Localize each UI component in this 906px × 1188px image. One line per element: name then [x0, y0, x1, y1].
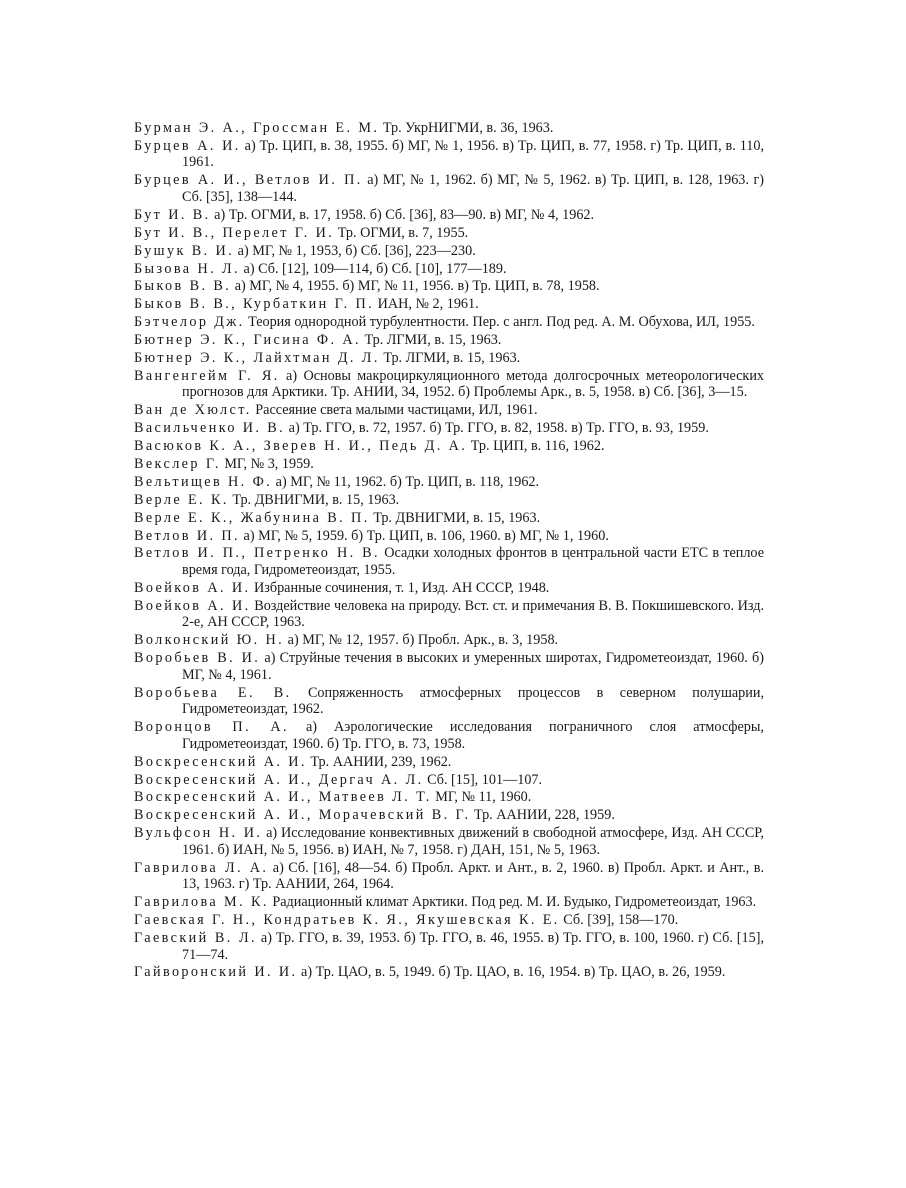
reference-text: Тр. ЛГМИ, в. 15, 1963.: [360, 332, 502, 349]
reference-entry: [134, 402, 764, 419]
reference-entry: [134, 120, 764, 137]
reference-author: Бютнер Э. К., Гисина Ф. А.: [134, 332, 361, 349]
reference-entry: [134, 350, 764, 367]
reference-text: а) Сб. [12], 109—114, б) Сб. [10], 177—189.: [239, 260, 507, 277]
reference-text: а) Тр. ГГО, в. 72, 1957. б) Тр. ГГО, в. 82, 1958. в) Тр. ГГО, в. 93, 1959.: [285, 420, 709, 437]
reference-author: Гаврилова Л. А.: [134, 859, 269, 876]
reference-author: Гайворонский И. И.: [134, 964, 298, 981]
reference-text: Тр. ДВНИГМИ, в. 15, 1963.: [369, 509, 541, 526]
reference-author: Васильченко И. В.: [134, 420, 286, 437]
reference-entry: [134, 719, 764, 752]
reference-entry: [134, 807, 764, 824]
reference-author: Воробьева Е. В.: [134, 684, 292, 701]
reference-entry: [134, 456, 764, 473]
reference-text: Сб. [15], 101—107.: [423, 771, 543, 788]
reference-text: Тр. ААНИИ, 228, 1959.: [470, 807, 615, 824]
reference-author: Бурцев А. И., Ветлов И. П.: [134, 172, 363, 189]
reference-entry: [134, 685, 764, 718]
reference-text: Тр. УкрНИГМИ, в. 36, 1963.: [379, 120, 554, 136]
reference-entry: [134, 438, 764, 455]
reference-entry: [134, 474, 764, 491]
reference-entry: [134, 772, 764, 789]
reference-entry: [134, 912, 764, 929]
reference-text: а) МГ, № 12, 1957. б) Пробл. Арк., в. 3, 1958.: [284, 632, 559, 649]
reference-author: Ветлов И. П.: [134, 527, 240, 544]
reference-entry: [134, 261, 764, 278]
reference-author: Гаврилова М. К.: [134, 894, 269, 911]
reference-author: Бурцев А. И.: [134, 137, 241, 154]
reference-text: Избранные сочинения, т. 1, Изд. АН СССР, 1948.: [250, 579, 550, 596]
reference-text: Тр. ДВНИГМИ, в. 15, 1963.: [228, 491, 400, 508]
reference-text: а) Аэрологические исследования пограничного слоя атмосферы, Гидрометеоиздат, 1960. б) Тр. ГГО, в. 73, 1958.: [182, 719, 764, 752]
reference-text: а) Тр. ГГО, в. 39, 1953. б) Тр. ГГО, в. 46, 1955. в) Тр. ГГО, в. 100, 1960. г) Сб. [15], 71—74.: [182, 930, 764, 963]
reference-author: Воскресенский А. И., Матвеев Л. Т.: [134, 789, 432, 806]
reference-text: а) МГ, № 11, 1962. б) Тр. ЦИП, в. 118, 1962.: [272, 473, 540, 490]
reference-text: а) Исследование конвективных движений в свободной атмосфере, Изд. АН СССР, 1961. б) ИАН, № 5, 1956. в) ИАН, № 7, 1958. г) ДАН, 151, № 5, 1963.: [182, 825, 764, 858]
reference-entry: [134, 860, 764, 893]
reference-entry: [134, 314, 764, 331]
reference-author: Воскресенский А. И.: [134, 753, 307, 770]
reference-entry: [134, 172, 764, 205]
reference-text: а) Струйные течения в высоких и умеренных широтах, Гидрометеоиздат, 1960. б) МГ, № 4, 1961.: [182, 650, 764, 683]
reference-entry: [134, 632, 764, 649]
reference-author: Бэтчелор Дж.: [134, 314, 245, 331]
reference-text: Сопряженность атмосферных процессов в северном полушарии, Гидрометеоиздат, 1962.: [182, 684, 764, 718]
reference-author: Воробьев В. И.: [134, 650, 261, 667]
reference-author: Вельтищев Н. Ф.: [134, 473, 273, 490]
reference-text: Радиационный климат Арктики. Под ред. М. И. Будыко, Гидрометеоиздат, 1963.: [268, 894, 757, 911]
reference-text: а) Тр. ОГМИ, в. 17, 1958. б) Сб. [36], 83—90. в) МГ, № 4, 1962.: [210, 206, 595, 223]
reference-text: а) МГ, № 1, 1953, б) Сб. [36], 223—230.: [234, 242, 476, 259]
reference-entry: [134, 754, 764, 771]
reference-author: Бызова Н. Л.: [134, 260, 240, 277]
reference-text: ИАН, № 2, 1961.: [374, 296, 479, 313]
reference-entry: [134, 650, 764, 683]
reference-author: Быков В. В.: [134, 278, 232, 295]
reference-entry: [134, 894, 764, 911]
reference-author: Бут И. В.: [134, 206, 211, 223]
reference-text: Тр. ОГМИ, в. 7, 1955.: [334, 224, 469, 241]
reference-text: Рассеяние света малыми частицами, ИЛ, 1961.: [251, 402, 538, 419]
reference-text: а) Тр. ЦАО, в. 5, 1949. б) Тр. ЦАО, в. 16, 1954. в) Тр. ЦАО, в. 26, 1959.: [297, 964, 726, 981]
reference-text: а) МГ, № 4, 1955. б) МГ, № 11, 1956. в) Тр. ЦИП, в. 78, 1958.: [231, 278, 600, 295]
reference-entry: [134, 545, 764, 578]
reference-author: Воскресенский А. И., Морачевский В. Г.: [134, 807, 471, 824]
reference-text: Воздействие человека на природу. Вст. ст. и примечания В. В. Покшишевского. Изд. 2-е, АН СССР, 1963.: [182, 597, 764, 631]
reference-entry: [134, 420, 764, 437]
reference-author: Верле Е. К.: [134, 491, 229, 508]
reference-author: Верле Е. К., Жабунина В. П.: [134, 509, 370, 526]
reference-entry: [134, 332, 764, 349]
reference-author: Бютнер Э. К., Лайхтман Д. Л.: [134, 349, 380, 366]
reference-author: Воронцов П. А.: [134, 719, 289, 736]
reference-author: Гаевская Г. Н., Кондратьев К. Я., Якушевская К. Е.: [134, 912, 560, 929]
reference-author: Гаевский В. Л.: [134, 930, 258, 946]
reference-author: Быков В. В., Курбаткин Г. П.: [134, 296, 375, 313]
reference-text: Тр. ЛГМИ, в. 15, 1963.: [379, 349, 521, 366]
reference-entry: [134, 296, 764, 313]
reference-entry: [134, 964, 764, 981]
reference-text: а) МГ, № 1, 1962. б) МГ, № 5, 1962. в) Тр. ЦИП, в. 128, 1963. г) Сб. [35], 138—144.: [182, 172, 764, 205]
reference-entry: [134, 825, 764, 858]
reference-text: Теория однородной турбулентности. Пер. с англ. Под ред. А. М. Обухова, ИЛ, 1955.: [244, 314, 755, 331]
reference-text: а) Основы макроциркуляционного метода долгосрочных метеорологических прогнозов для Арктики. Тр. АНИИ, 34, 1952. б) Проблемы Арк., в. 5, 1958. в) Сб. [36], 3—15.: [182, 367, 765, 401]
reference-author: Вангенгейм Г. Я.: [134, 367, 280, 384]
reference-entry: [134, 789, 764, 806]
reference-author: Волконский Ю. Н.: [134, 632, 285, 649]
reference-text: МГ, № 11, 1960.: [431, 789, 532, 806]
reference-author: Воскресенский А. И., Дергач А. Л.: [134, 771, 424, 788]
reference-entry: [134, 580, 764, 597]
reference-author: Вульфсон Н. И.: [134, 825, 263, 842]
reference-entry: [134, 138, 764, 171]
reference-text: а) Сб. [16], 48—54. б) Пробл. Аркт. и Ант., в. 2, 1960. в) Пробл. Аркт. и Ант., в. 13, 1963. г) Тр. ААНИИ, 264, 1964.: [182, 859, 764, 893]
reference-entry: [134, 598, 764, 631]
reference-text: МГ, № 3, 1959.: [220, 456, 314, 473]
reference-author: Векслер Г.: [134, 456, 221, 473]
reference-text: Осадки холодных фронтов в центральной части ЕТС в теплое время года, Гидрометеоиздат, 1955.: [182, 545, 764, 579]
reference-text: Сб. [39], 158—170.: [559, 912, 679, 929]
reference-author: Бушук В. И.: [134, 242, 235, 259]
reference-text: Тр. ААНИИ, 239, 1962.: [306, 753, 452, 770]
reference-entry: [134, 225, 764, 242]
reference-entry: [134, 510, 764, 527]
reference-text: а) Тр. ЦИП, в. 38, 1955. б) МГ, № 1, 1956. в) Тр. ЦИП, в. 77, 1958. г) Тр. ЦИП, в. 110, 1961.: [182, 137, 764, 171]
reference-author: Бут И. В., Перелет Г. И.: [134, 224, 335, 241]
reference-author: Воейков А. И.: [134, 597, 251, 614]
reference-author: Васюков К. А., Зверев Н. И., Педь Д. А.: [134, 438, 468, 455]
reference-entry: [134, 930, 764, 963]
reference-author: Воейков А. И.: [134, 579, 251, 596]
reference-text: а) МГ, № 5, 1959. б) Тр. ЦИП, в. 106, 1960. в) МГ, № 1, 1960.: [239, 527, 609, 544]
reference-entry: [134, 243, 764, 260]
reference-list: [134, 120, 764, 982]
reference-author: Ван де Хюлст.: [134, 402, 252, 419]
reference-entry: [134, 278, 764, 295]
reference-entry: [134, 368, 764, 401]
reference-author: Бурман Э. А., Гроссман Е. М.: [134, 120, 380, 136]
reference-entry: [134, 492, 764, 509]
reference-entry: [134, 528, 764, 545]
reference-text: Тр. ЦИП, в. 116, 1962.: [467, 438, 605, 455]
reference-entry: [134, 207, 764, 224]
reference-author: Ветлов И. П., Петренко Н. В.: [134, 545, 380, 562]
